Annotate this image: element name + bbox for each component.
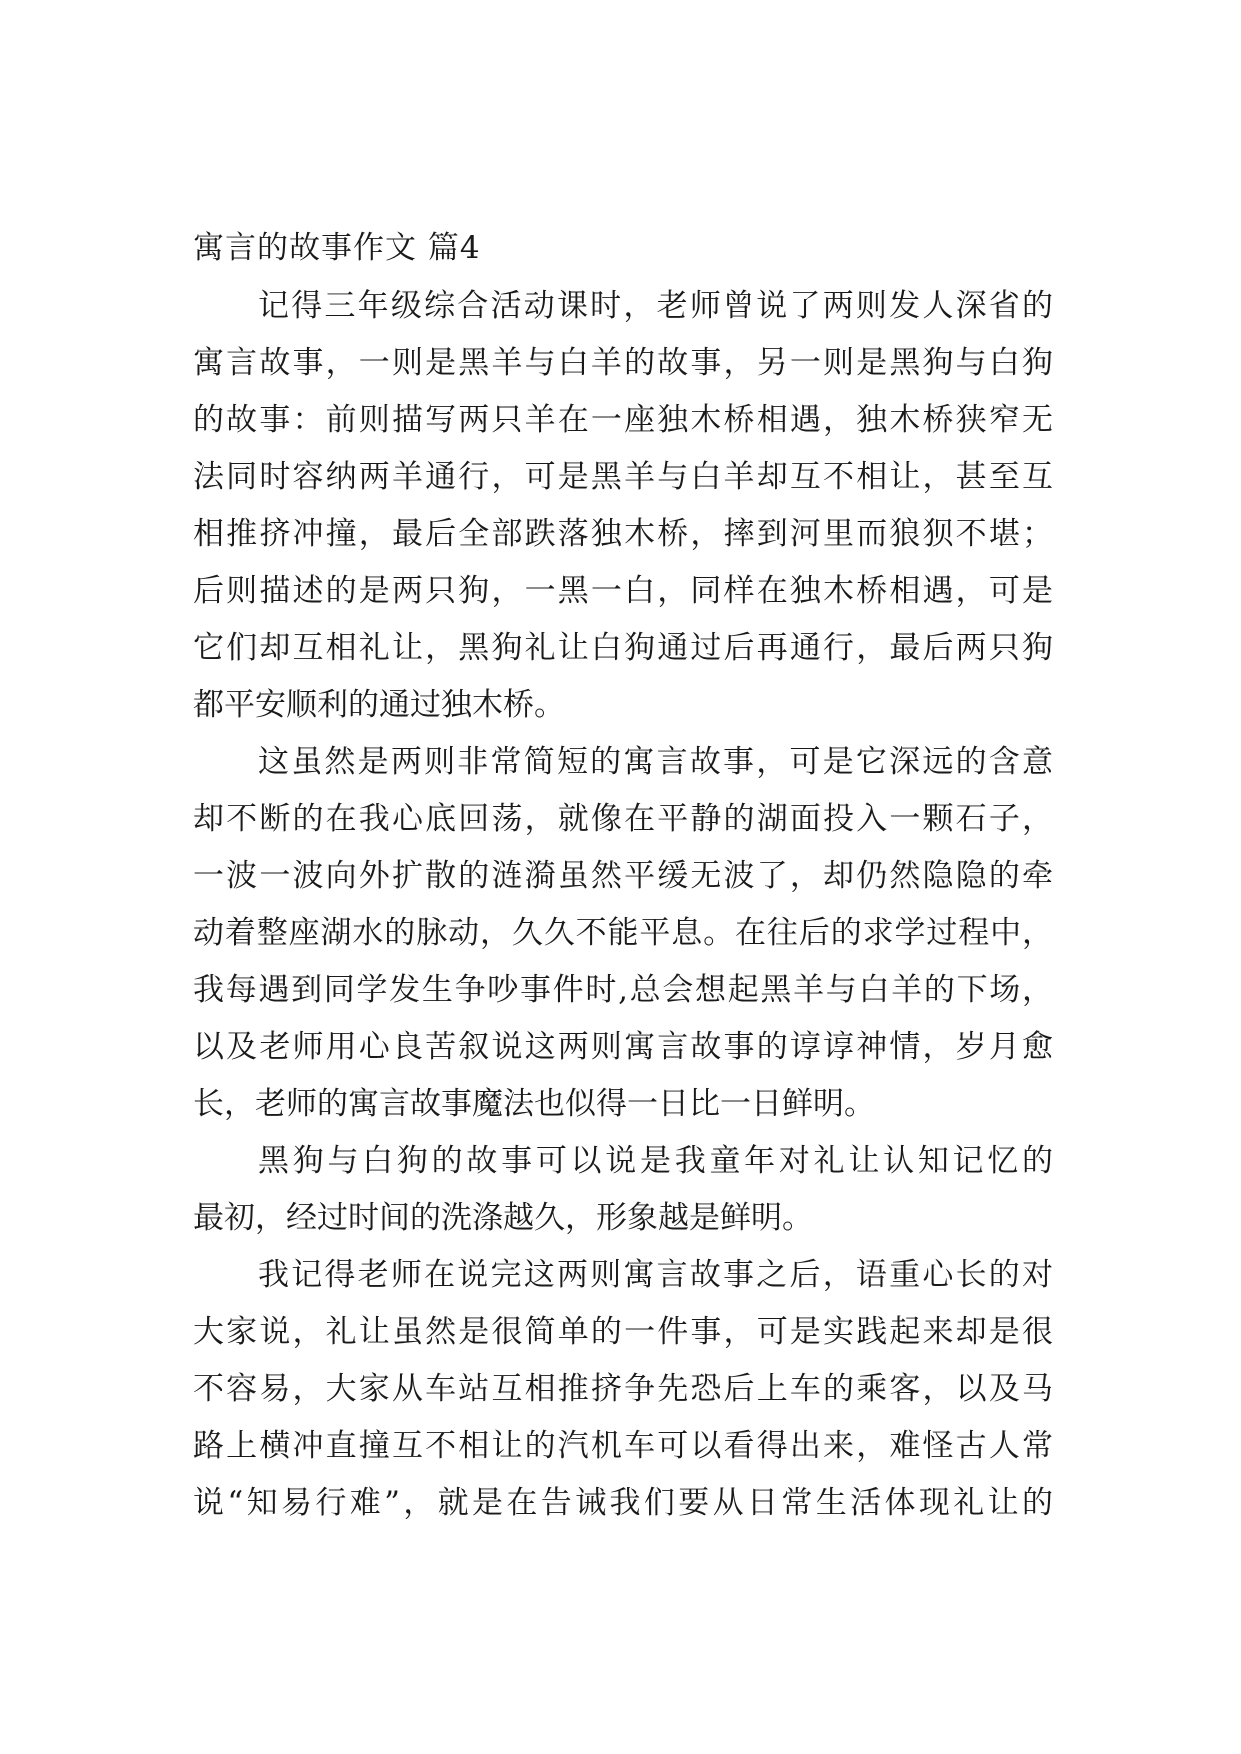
essay-heading: 寓言的故事作文 篇4 [193,230,481,266]
paragraph-1-line: 的故事：前则描写两只羊在一座独木桥相遇，独木桥狭窄无 [193,402,1053,438]
paragraph-4-line: 大家说，礼让虽然是很简单的一件事，可是实践起来却是很 [193,1314,1053,1350]
paragraph-2-line: 我每遇到同学发生争吵事件时,总会想起黑羊与白羊的下场， [193,972,1053,1008]
paragraph-4-line: 路上横冲直撞互不相让的汽机车可以看得出来，难怪古人常 [193,1428,1053,1464]
paragraph-1-line: 它们却互相礼让，黑狗礼让白狗通过后再通行，最后两只狗 [193,630,1053,666]
paragraph-1-line: 相推挤冲撞，最后全部跌落独木桥，摔到河里而狼狈不堪； [193,516,1053,552]
paragraph-2-line: 却不断的在我心底回荡，就像在平静的湖面投入一颗石子， [193,801,1053,837]
paragraph-1-line: 后则描述的是两只狗，一黑一白，同样在独木桥相遇，可是 [193,573,1053,609]
paragraph-1-line: 记得三年级综合活动课时，老师曾说了两则发人深省的 [258,288,1053,324]
paragraph-2-line: 这虽然是两则非常简短的寓言故事，可是它深远的含意 [258,744,1053,780]
paragraph-2-line: 动着整座湖水的脉动，久久不能平息。在往后的求学过程中， [193,915,1053,951]
paragraph-2-line: 长，老师的寓言故事魔法也似得一日比一日鲜明。 [193,1086,875,1122]
paragraph-4-line: 我记得老师在说完这两则寓言故事之后，语重心长的对 [258,1257,1053,1293]
paragraph-3-line: 最初，经过时间的洗涤越久，形象越是鲜明。 [193,1200,813,1236]
paragraph-4-line: 说“知易行难”，就是在告诫我们要从日常生活体现礼让的 [193,1485,1053,1521]
paragraph-1-line: 都平安顺利的通过独木桥。 [193,687,565,723]
paragraph-2-line: 一波一波向外扩散的涟漪虽然平缓无波了，却仍然隐隐的牵 [193,858,1053,894]
paragraph-4-line: 不容易，大家从车站互相推挤争先恐后上车的乘客，以及马 [193,1371,1053,1407]
paragraph-1-line: 寓言故事，一则是黑羊与白羊的故事，另一则是黑狗与白狗 [193,345,1053,381]
paragraph-2-line: 以及老师用心良苦叙说这两则寓言故事的谆谆神情，岁月愈 [193,1029,1053,1065]
paragraph-3-line: 黑狗与白狗的故事可以说是我童年对礼让认知记忆的 [258,1143,1053,1179]
paragraph-1-line: 法同时容纳两羊通行，可是黑羊与白羊却互不相让，甚至互 [193,459,1053,495]
